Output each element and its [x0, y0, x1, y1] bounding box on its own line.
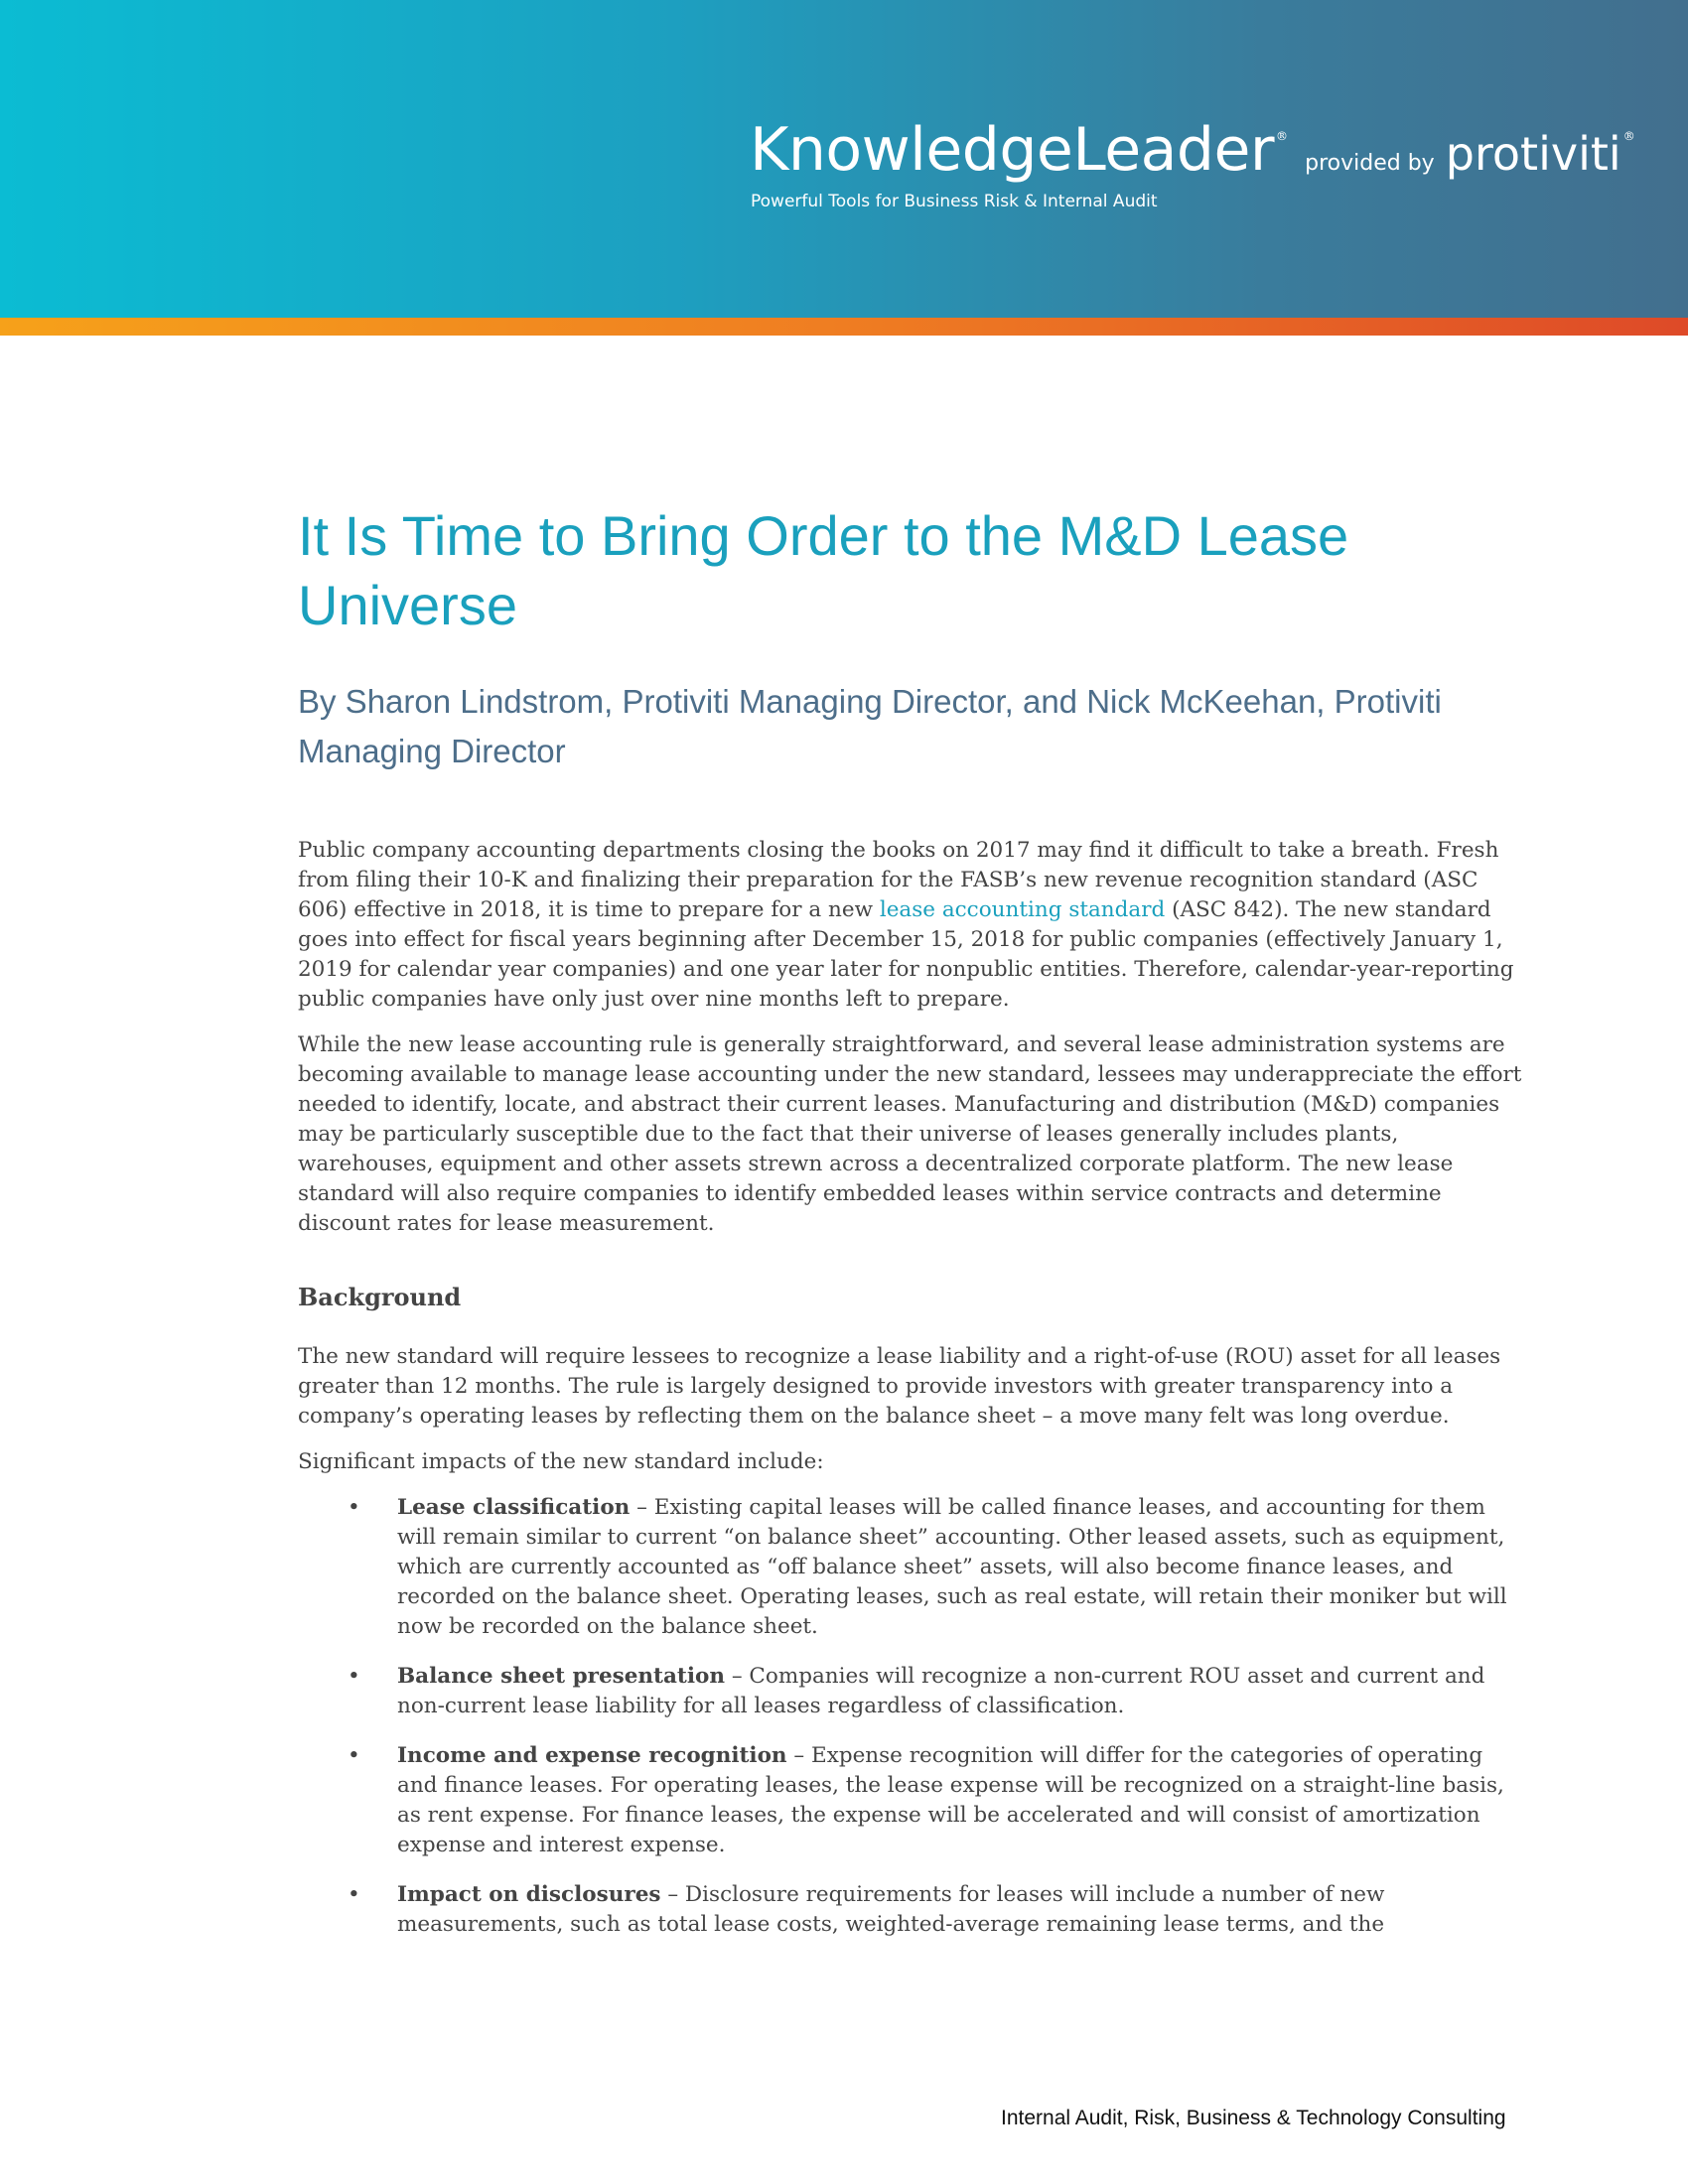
bullet-icon: •	[348, 1743, 360, 1768]
header-accent-bar	[0, 318, 1688, 336]
impact-term: Income and expense recognition	[397, 1743, 787, 1768]
impact-term: Lease classification	[397, 1495, 631, 1520]
brand-registered-mark: ®	[1276, 129, 1289, 143]
background-paragraph: The new standard will require lessees to recognize a lease liability and a right-of-use (ROU) asset for all leases greater than 12 months. The rule is largely designed to provide investors with greater transparency into a company’s operating leases by reflecting them on the balance sheet – a move many felt was long overdue.	[298, 1344, 1501, 1429]
impact-text: – Companies will recognize a non-current ROU asset and current and non-current lease liability for all leases regardless of classification.	[397, 1664, 1485, 1718]
company-name: protiviti	[1445, 127, 1621, 181]
list-item	[298, 1662, 1529, 1721]
bullet-icon: •	[348, 1495, 360, 1520]
bullet-icon: •	[348, 1882, 360, 1907]
impact-term: Balance sheet presentation	[397, 1664, 725, 1689]
article-body	[298, 836, 1529, 1960]
brand-provided-by: provided by	[1305, 151, 1435, 176]
impact-term: Impact on disclosures	[397, 1882, 661, 1907]
bullet-icon: •	[348, 1664, 360, 1689]
intro-paragraph	[298, 836, 1529, 1015]
list-item	[298, 1880, 1529, 1940]
impact-text: – Expense recognition will differ for the categories of operating and finance leases. For operating leases, the lease expense will be recognized on a straight-line basis, as rent expense. For finance leases, the expense will be accelerated and will consist of amortization expense and interest expense.	[397, 1743, 1504, 1857]
impacts-list	[298, 1493, 1529, 1940]
page-footer: Internal Audit, Risk, Business & Technology Consulting	[1001, 2107, 1506, 2129]
background-heading: Background	[298, 1283, 462, 1311]
impact-text: – Existing capital leases will be called finance leases, and accounting for them will remain similar to current “on balance sheet” accounting. Other leased assets, such as equipment, which are currently accounted as “off balance sheet” assets, will also become finance leases, and recorded on the balance sheet. Operating leases, such as real estate, will retain their moniker but will now be recorded on the balance sheet.	[397, 1495, 1507, 1639]
company-registered-mark: ®	[1622, 129, 1635, 143]
body-paragraph-2: While the new lease accounting rule is generally straightforward, and several lease administration systems are becoming available to manage lease accounting under the new standard, lessees may underappreciate the effort needed to identify, locate, and abstract their current leases. Manufacturing and distribution (M&D) companies may be particularly susceptible due to the fact that their universe of leases generally includes plants, warehouses, equipment and other assets strewn across a decentralized corporate platform. The new lease standard will also require companies to identify embedded leases within service contracts and determine discount rates for lease measurement.	[298, 1032, 1522, 1236]
list-item	[298, 1741, 1529, 1860]
impact-text: – Disclosure requirements for leases will include a number of new measurements, such as total lease costs, weighted-average remaining lease terms, and the	[397, 1882, 1385, 1937]
intro-text-after: (ASC 842). The new standard goes into effect for fiscal years beginning after December 15, 2018 for public companies (effectively January 1, 2019 for calendar year companies) and one year later for nonpublic entities. Therefore, calendar-year-reporting public companies have only just over nine months left to prepare.	[298, 897, 1514, 1012]
article-byline: By Sharon Lindstrom, Protiviti Managing Director, and Nick McKeehan, Protiviti Managing Director	[298, 683, 1442, 769]
list-item	[298, 1493, 1529, 1642]
brand-logo	[750, 115, 1635, 185]
intro-text-before: Public company accounting departments closing the books on 2017 may find it difficult to take a breath. Fresh from filing their 10-K and finalizing their preparation for the FASB’s new revenue recognition standard (ASC 606) effective in 2018, it is time to prepare for a new	[298, 838, 1499, 922]
brand-name: KnowledgeLeader	[750, 115, 1275, 185]
brand-tagline: Powerful Tools for Business Risk & Internal Audit	[751, 192, 1158, 211]
lease-standard-link[interactable]: lease accounting standard	[879, 897, 1166, 922]
impacts-intro: Significant impacts of the new standard include:	[298, 1449, 824, 1474]
article-title: It Is Time to Bring Order to the M&D Lease Universe	[298, 504, 1349, 636]
